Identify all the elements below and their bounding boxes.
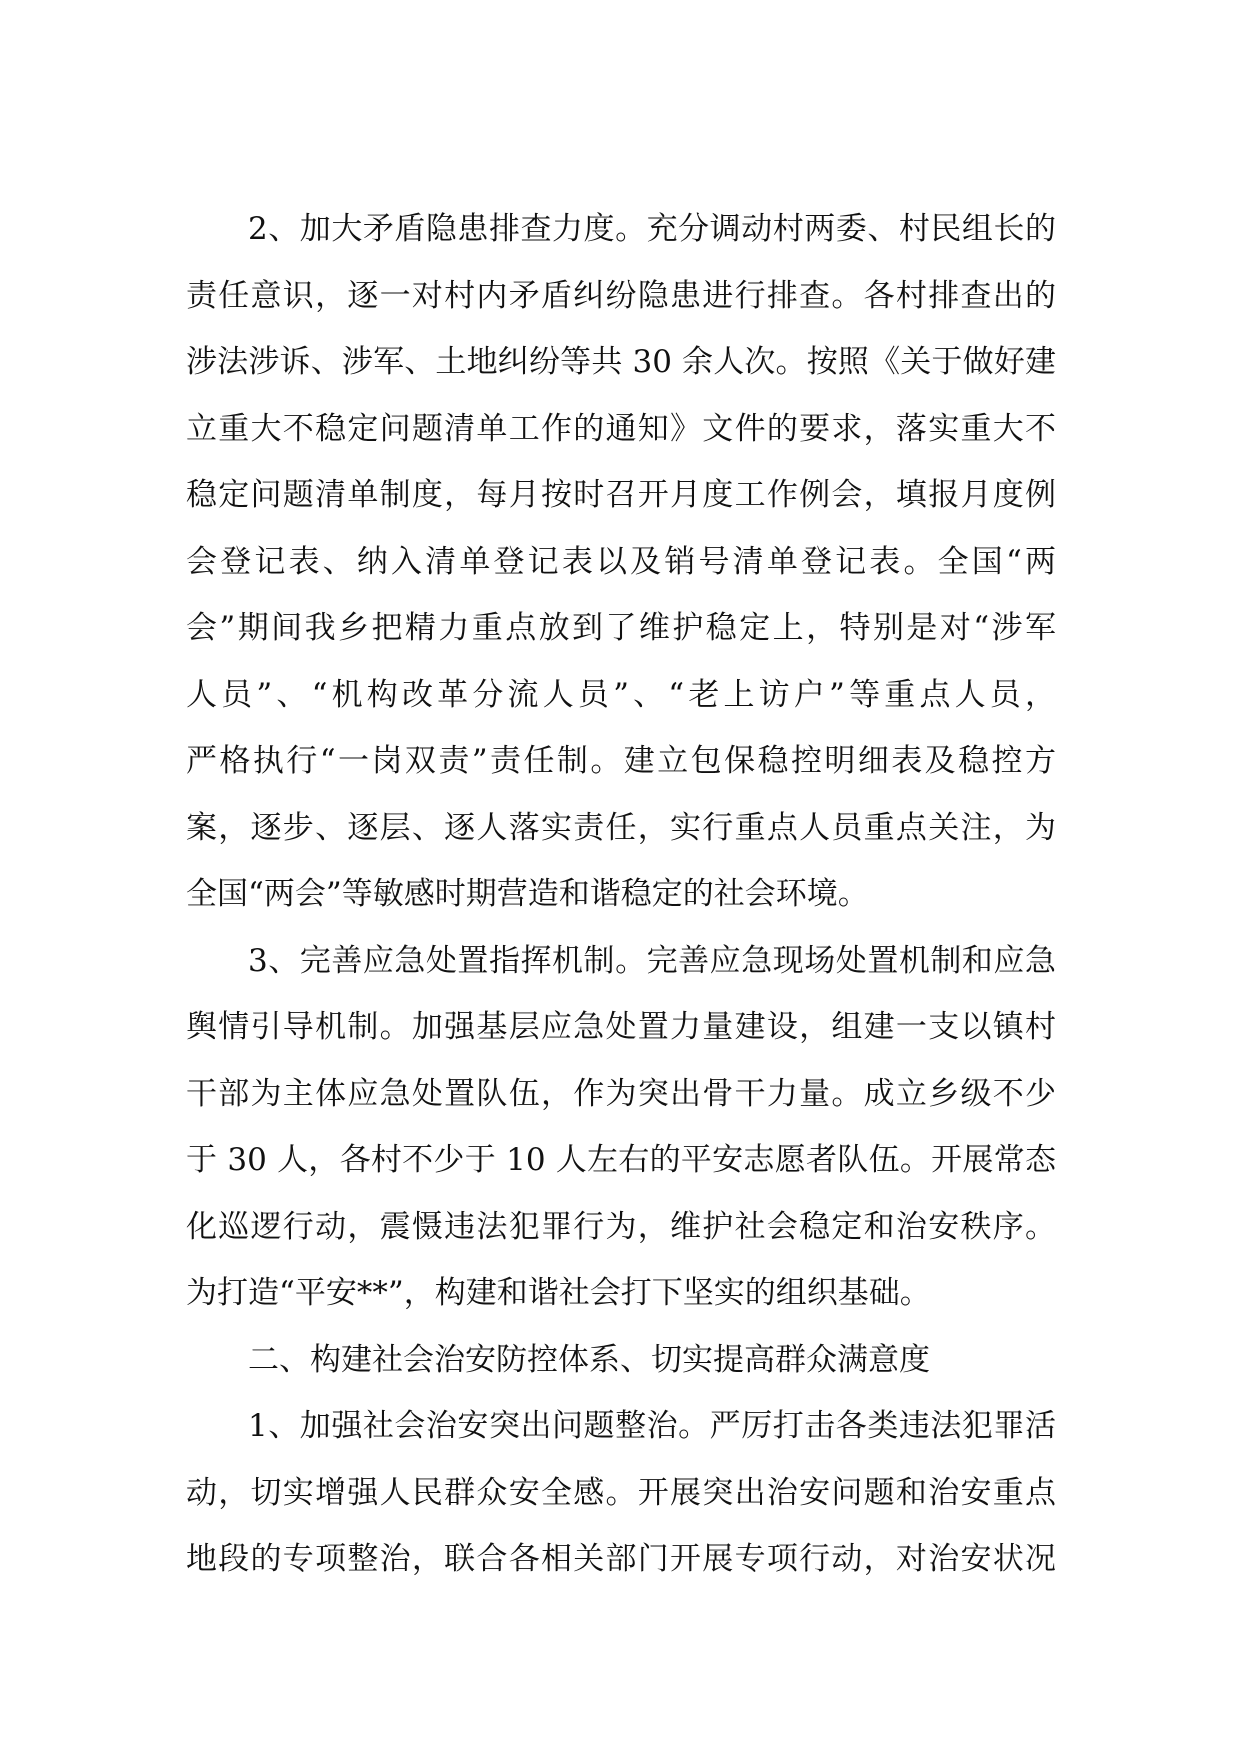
paragraph-2-line-11: 全国“两会”等敏感时期营造和谐稳定的社会环境。 — [186, 876, 869, 912]
paragraph-2-line-5: 稳定问题清单制度，每月按时召开月度工作例会，填报月度例 — [186, 477, 1056, 513]
paragraph-2-line-7: 会”期间我乡把精力重点放到了维护稳定上，特别是对“涉军 — [186, 610, 1056, 646]
paragraph-2-line-4: 立重大不稳定问题清单工作的通知》文件的要求，落实重大不 — [186, 410, 1056, 447]
paragraph-2-line-10: 案，逐步、逐层、逐人落实责任，实行重点人员重点关注，为 — [186, 809, 1056, 846]
section-heading: 二、构建社会治安防控体系、切实提高群众满意度 — [248, 1341, 930, 1378]
paragraph-3-line-1: 3、完善应急处置指挥机制。完善应急现场处置机制和应急 — [248, 942, 1056, 979]
paragraph-4-line-3: 地段的专项整治，联合各相关部门开展专项行动，对治安状况 — [186, 1541, 1056, 1577]
paragraph-3-line-4: 于 30 人，各村不少于 10 人左右的平安志愿者队伍。开展常态 — [186, 1142, 1056, 1178]
paragraph-3-line-2: 舆情引导机制。加强基层应急处置力量建设，组建一支以镇村 — [186, 1009, 1056, 1045]
paragraph-4-line-1: 1、加强社会治安突出问题整治。严厉打击各类违法犯罪活 — [248, 1408, 1056, 1444]
paragraph-3-line-3: 干部为主体应急处置队伍，作为突出骨干力量。成立乡级不少 — [186, 1075, 1056, 1112]
paragraph-2-line-9: 严格执行“一岗双责”责任制。建立包保稳控明细表及稳控方 — [186, 743, 1056, 779]
paragraph-2-line-8: 人员”、“机构改革分流人员”、“老上访户”等重点人员， — [186, 676, 1056, 713]
paragraph-2-line-3: 涉法涉诉、涉军、土地纠纷等共 30 余人次。按照《关于做好建 — [186, 344, 1056, 380]
document-body — [186, 205, 1056, 1602]
paragraph-2-line-6: 会登记表、纳入清单登记表以及销号清单登记表。全国“两 — [186, 543, 1056, 580]
paragraph-3-line-5: 化巡逻行动，震慑违法犯罪行为，维护社会稳定和治安秩序。 — [186, 1208, 1056, 1245]
paragraph-2-line-2: 责任意识，逐一对村内矛盾纠纷隐患进行排查。各村排查出的 — [186, 277, 1056, 314]
paragraph-3-line-6: 为打造“平安**”，构建和谐社会打下坚实的组织基础。 — [186, 1275, 931, 1311]
paragraph-2-line-1: 2、加大矛盾隐患排查力度。充分调动村两委、村民组长的 — [248, 211, 1056, 247]
paragraph-4-line-2: 动，切实增强人民群众安全感。开展突出治安问题和治安重点 — [186, 1474, 1056, 1511]
